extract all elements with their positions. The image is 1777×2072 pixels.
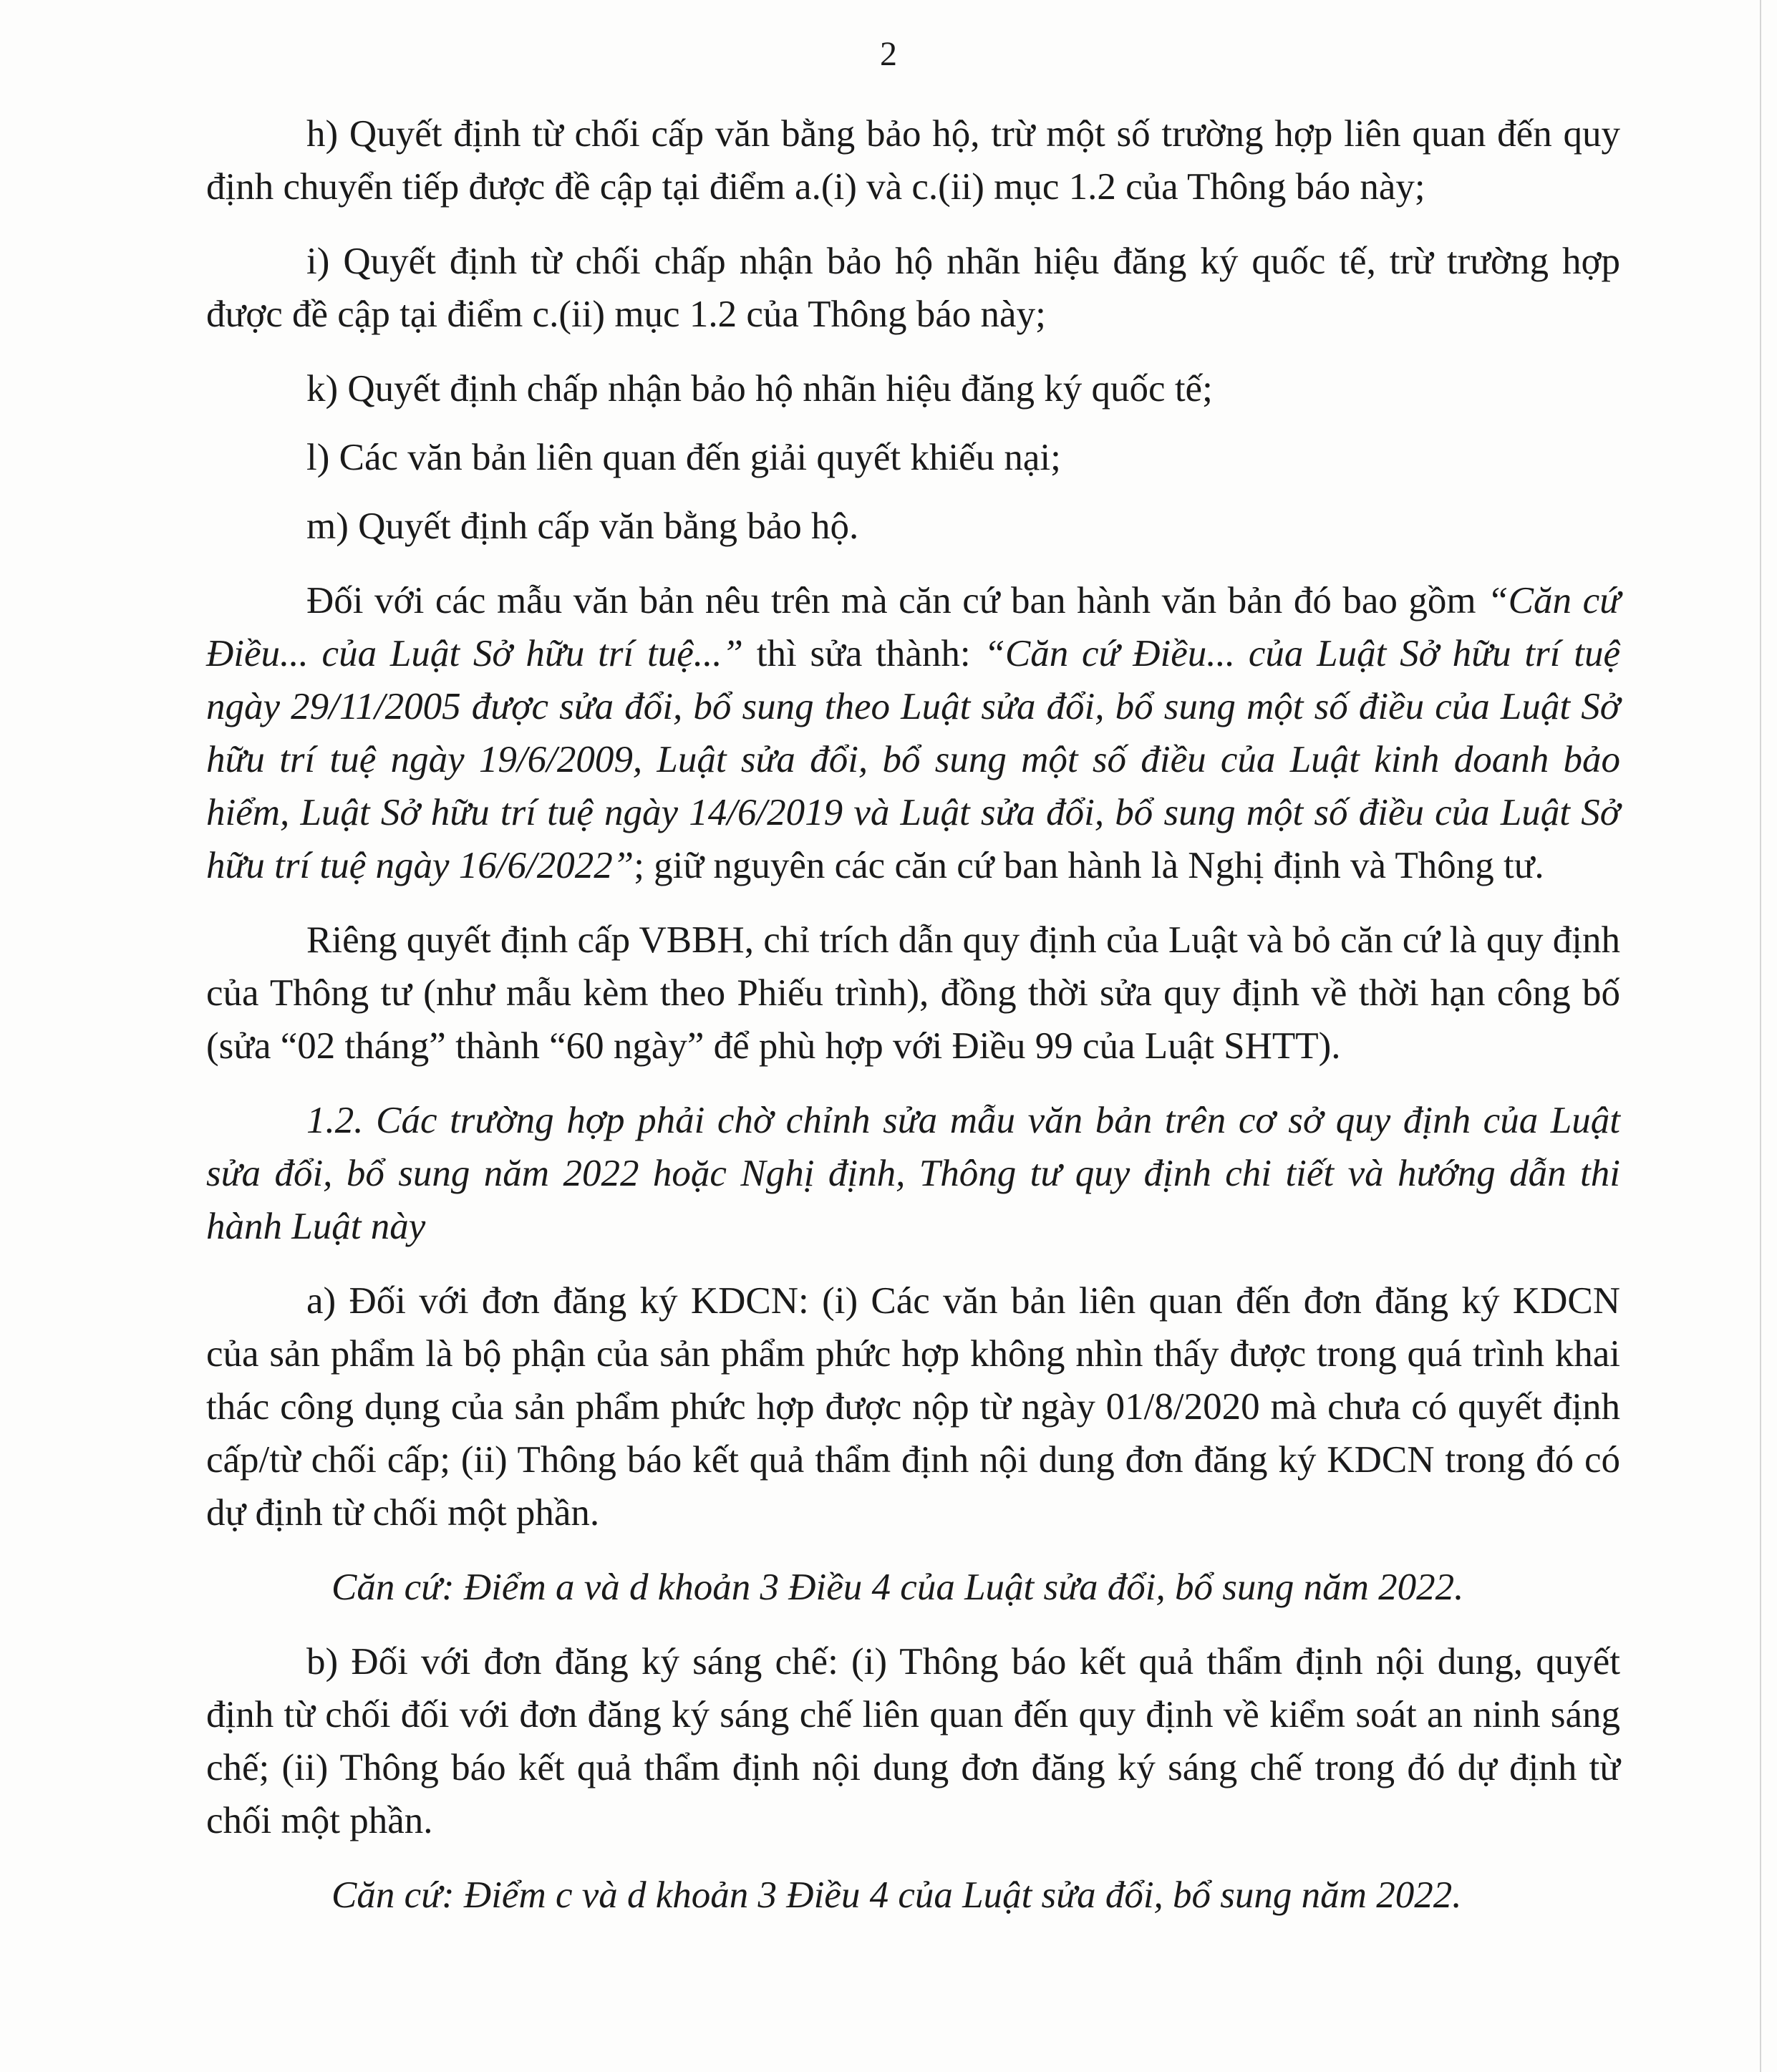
templates-paragraph bbox=[206, 574, 1620, 892]
page-number: 2 bbox=[880, 35, 897, 73]
document-body bbox=[206, 107, 1620, 1943]
item-h: h) Quyết định từ chối cấp văn bằng bảo hộ, trừ một số trường hợp liên quan đến quy định chuyển tiếp được đề cập tại điểm a.(i) và c.(ii) mục 1.2 của Thông báo này; bbox=[206, 113, 1620, 208]
item-a-basis: Căn cứ: Điểm a và d khoản 3 Điều 4 của Luật sửa đổi, bổ sung năm 2022. bbox=[331, 1567, 1464, 1608]
section-1-2-heading: 1.2. Các trường hợp phải chờ chỉnh sửa mẫu văn bản trên cơ sở quy định của Luật sửa đổi, bổ sung năm 2022 hoặc Nghị định, Thông tư quy định chi tiết và hướng dẫn thi hành Luật này bbox=[206, 1100, 1620, 1247]
item-b-patent: b) Đối với đơn đăng ký sáng chế: (i) Thông báo kết quả thẩm định nội dung, quyết định từ chối đối với đơn đăng ký sáng chế liên quan đến quy định về kiểm soát an ninh sáng chế; (ii) Thông báo kết quả thẩm định nội dung đơn đăng ký sáng chế trong đó dự định từ chối một phần. bbox=[206, 1641, 1620, 1841]
item-b-basis: Căn cứ: Điểm c và d khoản 3 Điều 4 của Luật sửa đổi, bổ sung năm 2022. bbox=[331, 1874, 1462, 1916]
item-a-kdcn: a) Đối với đơn đăng ký KDCN: (i) Các văn bản liên quan đến đơn đăng ký KDCN của sản phẩm là bộ phận của sản phẩm phức hợp không nhìn thấy được trong quá trình khai thác công dụng của sản phẩm phức hợp được nộp từ ngày 01/8/2020 mà chưa có quyết định cấp/từ chối cấp; (ii) Thông báo kết quả thẩm định nội dung đơn đăng ký KDCN trong đó có dự định từ chối một phần. bbox=[206, 1280, 1620, 1534]
item-m: m) Quyết định cấp văn bằng bảo hộ. bbox=[306, 505, 859, 547]
scan-edge-line bbox=[1760, 0, 1761, 2072]
vbbh-paragraph: Riêng quyết định cấp VBBH, chỉ trích dẫn quy định của Luật và bỏ căn cứ là quy định của Thông tư (như mẫu kèm theo Phiếu trình), đồng thời sửa quy định về thời hạn công bố (sửa “02 tháng” thành “60 ngày” để phù hợp với Điều 99 của Luật SHTT). bbox=[206, 919, 1620, 1067]
templates-tail: ; giữ nguyên các căn cứ ban hành là Nghị định và Thông tư. bbox=[634, 845, 1544, 886]
item-k: k) Quyết định chấp nhận bảo hộ nhãn hiệu đăng ký quốc tế; bbox=[306, 368, 1213, 410]
templates-old-quote: “Căn cứ Điều... của Luật Sở hữu trí tuệ...” bbox=[206, 580, 1621, 674]
item-i: i) Quyết định từ chối chấp nhận bảo hộ nhãn hiệu đăng ký quốc tế, trừ trường hợp được đề cập tại điểm c.(ii) mục 1.2 của Thông báo này; bbox=[206, 241, 1620, 335]
item-l: l) Các văn bản liên quan đến giải quyết khiếu nại; bbox=[306, 437, 1061, 478]
templates-lead: Đối với các mẫu văn bản nêu trên mà căn cứ ban hành văn bản đó bao gồm bbox=[306, 580, 1476, 621]
templates-new-quote: “Căn cứ Điều... của Luật Sở hữu trí tuệ ngày 29/11/2005 được sửa đổi, bổ sung theo Luật sửa đổi, bổ sung một số điều của Luật Sở hữu trí tuệ ngày 19/6/2009, Luật sửa đổi, bổ sung một số điều của Luật kinh doanh bảo hiểm, Luật Sở hữu trí tuệ ngày 14/6/2019 và Luật sửa đổi, bổ sung một số điều của Luật Sở hữu trí tuệ ngày 16/6/2022” bbox=[206, 633, 1620, 886]
templates-middle: thì sửa thành: bbox=[742, 633, 984, 674]
